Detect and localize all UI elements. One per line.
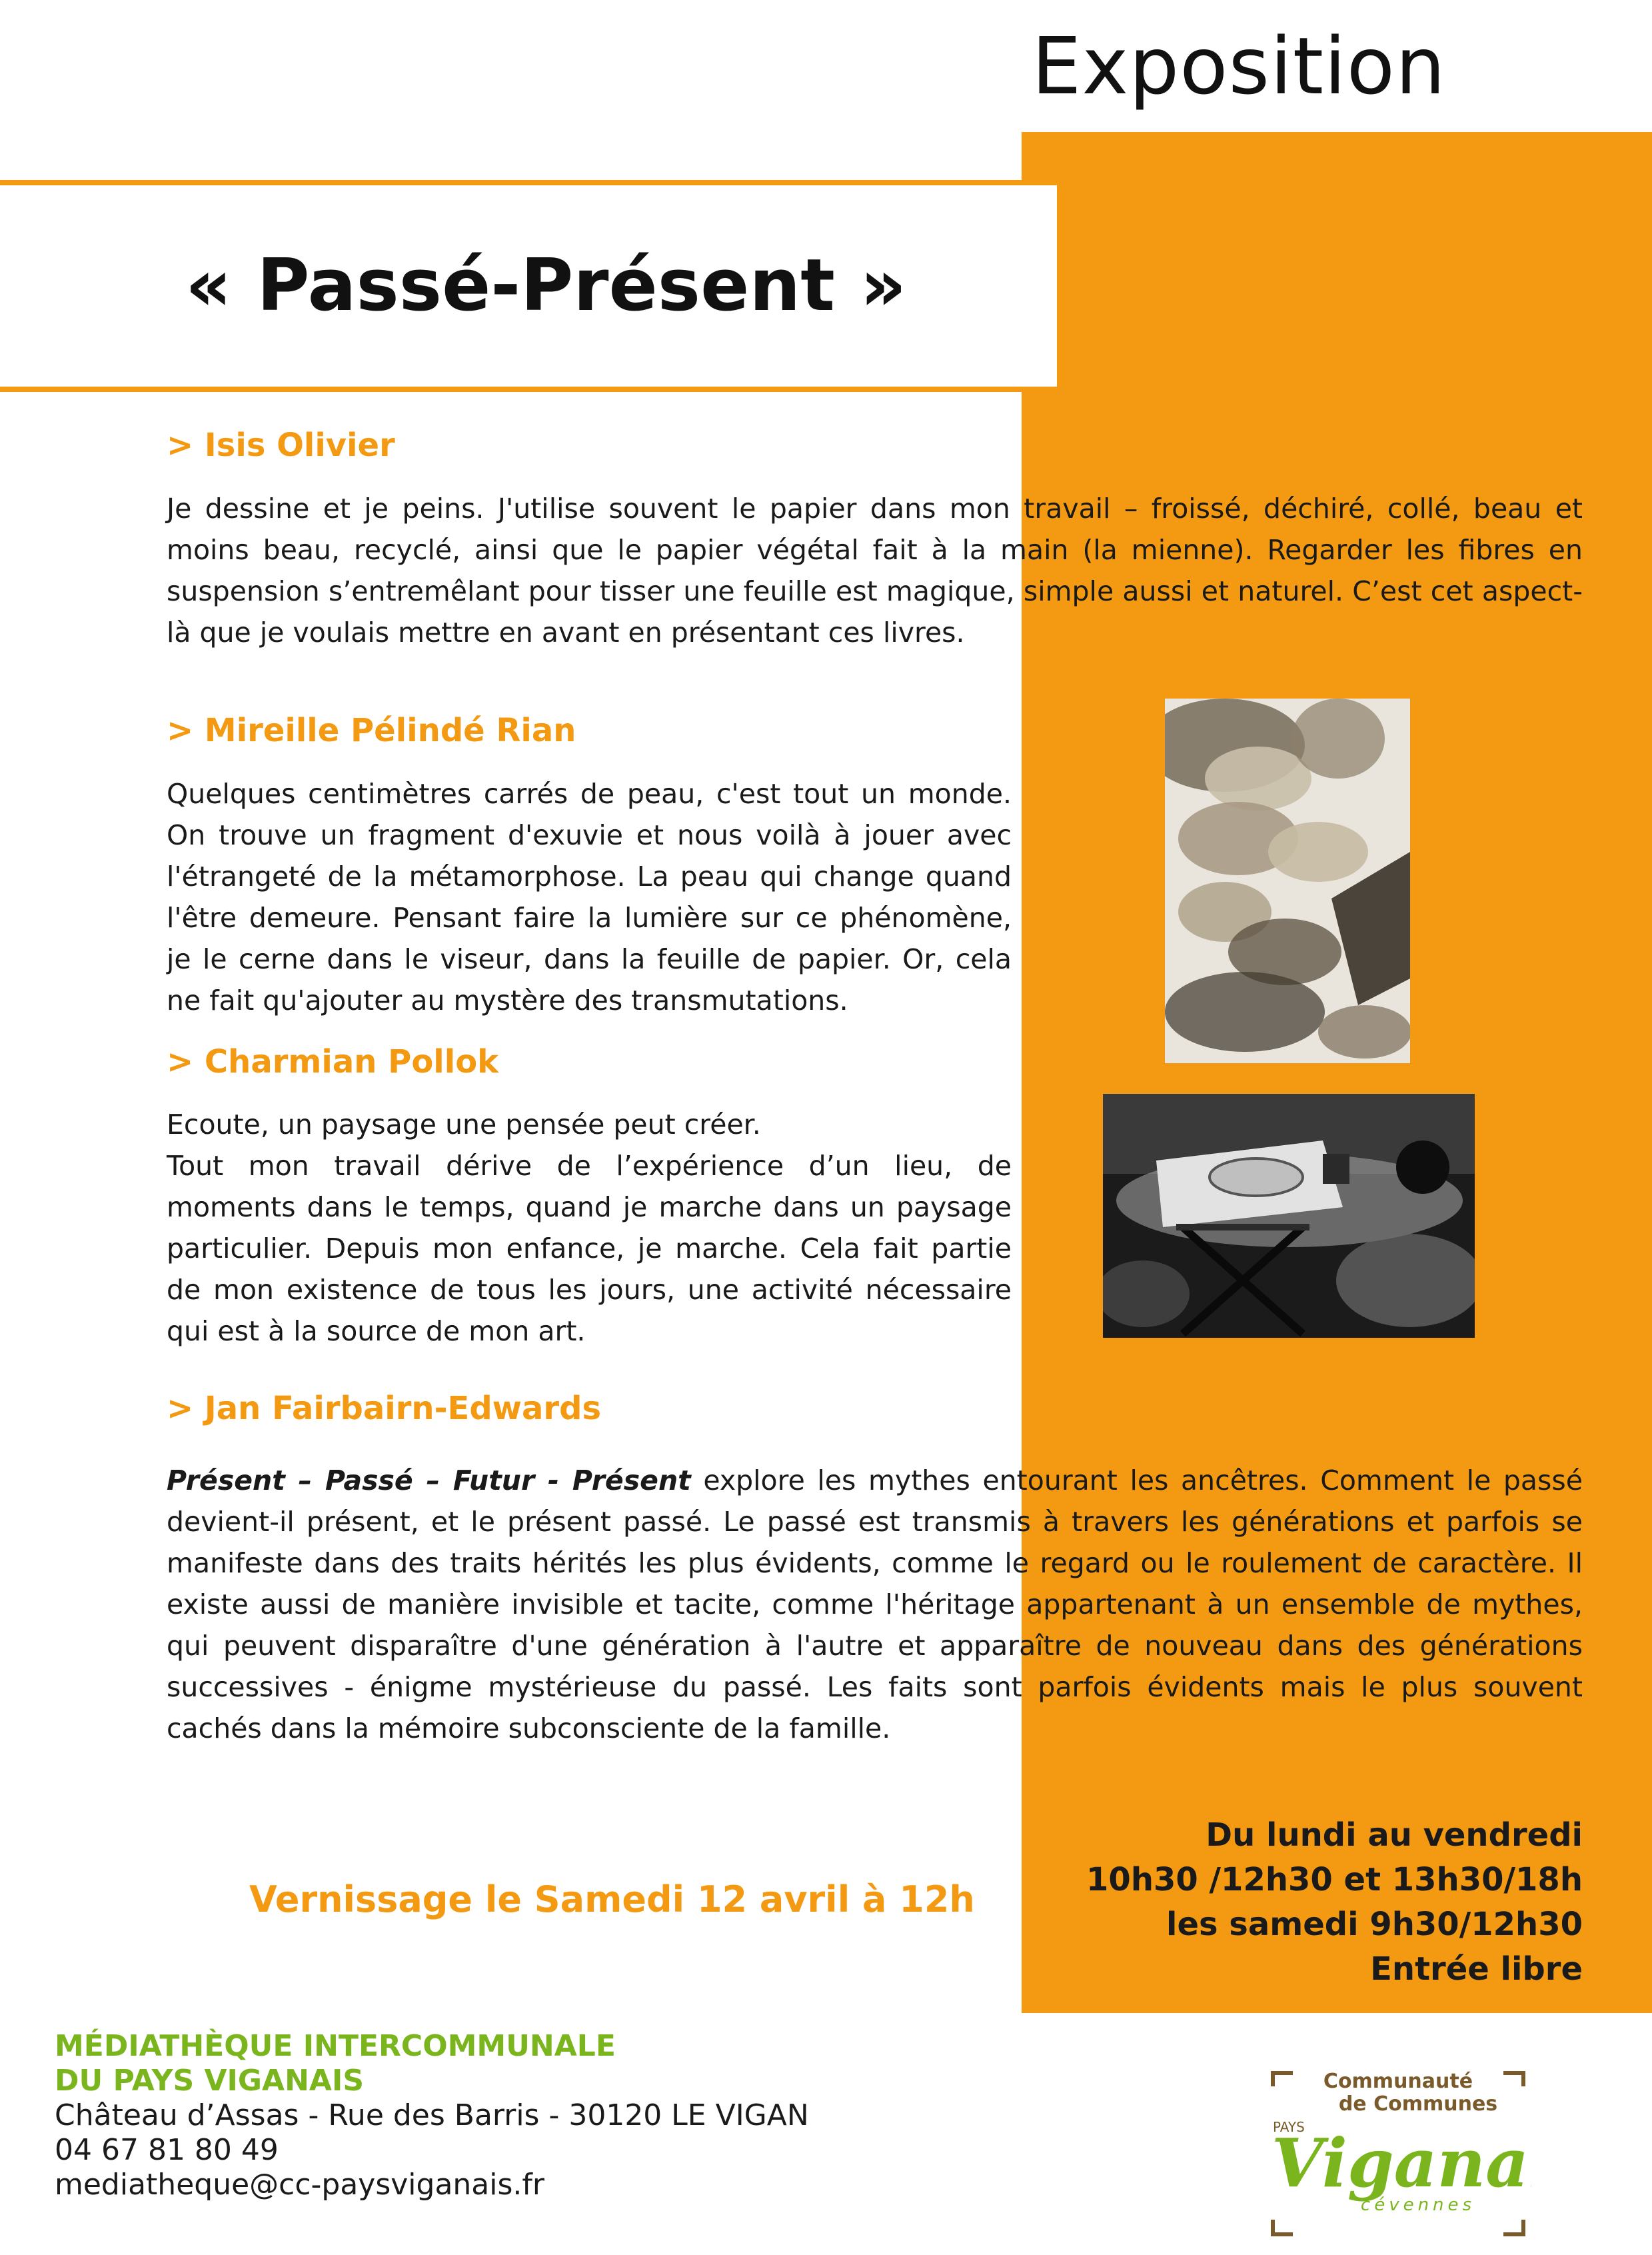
org-name-line2: DU PAYS VIGANAIS	[55, 2064, 365, 2098]
charmian-paragraph: Tout mon travail dérive de l’expérience d’un lieu, de moments dans le temps, quand je marche dans un paysage particulier. Depuis mon enfance, je marche. Cela fait partie de mon existence de tous les jours, une activité nécessaire qui est à la source de mon art.	[167, 1150, 1012, 1347]
opening-hours	[1086, 1813, 1583, 1992]
address: Château d’Assas - Rue des Barris - 30120 LE VIGAN	[55, 2098, 809, 2132]
jan-emphasis: Présent – Passé – Futur - Présent	[167, 1464, 691, 1496]
logo-pays: PAYS	[1273, 2119, 1305, 2135]
artist-text-charmian-pollok	[167, 1104, 1012, 1352]
vernissage-info: Vernissage le Samedi 12 avril à 12h	[249, 1878, 975, 1920]
hours-line-saturday: les samedi 9h30/12h30	[1166, 1906, 1583, 1943]
logo-name: Vigana	[1271, 2124, 1529, 2202]
hours-line-entry: Entrée libre	[1370, 1950, 1583, 1988]
artist-name-charmian-pollok: > Charmian Pollok	[167, 1043, 499, 1081]
landscape-table-photo-art	[1103, 1094, 1475, 1338]
exuvie-photo-art	[1165, 699, 1410, 1063]
org-name-line1: MÉDIATHÈQUE INTERCOMMUNALE	[55, 2029, 616, 2063]
title-box	[0, 180, 1062, 392]
exposition-label: Exposition	[1032, 20, 1446, 112]
logo-sub: cévennes	[1360, 2195, 1476, 2215]
charmian-first-line: Ecoute, un paysage une pensée peut créer.	[167, 1109, 761, 1140]
jan-paragraph: explore les mythes entourant les ancêtres. Comment le passé devient-il présent, et le présent passé. Le passé est transmis à travers les générations et parfois se manifeste dans des traits hérités les plus évidents, comme le regard ou le roulement de caractère. Il existe aussi de manière invisible et tacite, comme l'héritage appartenant à un ensemble de mythes, qui peuvent disparaître d'une génération à l'autre et apparaître de nouveau dans des générations successives - énigme mystérieuse du passé. Les faits sont parfois évidents mais le plus souvent cachés dans la mémoire subconsciente de la famille.	[167, 1464, 1583, 1744]
hours-line-weekdays: Du lundi au vendredi	[1206, 1816, 1583, 1854]
exuvie-photo	[1165, 699, 1410, 1063]
phone: 04 67 81 80 49	[55, 2133, 279, 2167]
artist-name-jan-fairbairn-edwards: > Jan Fairbairn-Edwards	[167, 1390, 602, 1427]
logo-line2: de Communes	[1338, 2092, 1498, 2116]
contact-block	[55, 2029, 809, 2202]
artist-text-jan-fairbairn-edwards	[167, 1460, 1583, 1749]
hours-line-times: 10h30 /12h30 et 13h30/18h	[1086, 1861, 1583, 1898]
communaute-logo-art	[1265, 2060, 1531, 2246]
communaute-logo	[1265, 2060, 1531, 2246]
artist-text-isis-olivier: Je dessine et je peins. J'utilise souvent le papier dans mon travail – froissé, déchiré, collé, beau et moins beau, recyclé, ainsi que le papier végétal fait à la main (la mienne). Regarder les fibres en suspension s’entremêlant pour tisser une feuille est magique, simple aussi et naturel. C’est cet aspect-là que je voulais mettre en avant en présentant ces livres.	[167, 493, 1583, 649]
artist-name-isis-olivier: > Isis Olivier	[167, 427, 395, 464]
email-link[interactable]: mediatheque@cc-paysviganais.fr	[55, 2168, 544, 2202]
logo-line1: Communauté	[1323, 2070, 1473, 2093]
artist-name-mireille-pelinde-rian: > Mireille Pélindé Rian	[167, 712, 576, 749]
landscape-table-photo	[1103, 1094, 1475, 1338]
artist-text-mireille-pelinde-rian: Quelques centimètres carrés de peau, c'est tout un monde. On trouve un fragment d'exuvie et nous voilà à jouer avec l'étrangeté de la métamorphose. La peau qui change quand l'être demeure. Pensant faire la lumière sur ce phénomène, je le cerne dans le viseur, dans la feuille de papier. Or, cela ne fait qu'ajouter au mystère des transmutations.	[167, 778, 1012, 1017]
exhibition-title: « Passé-Présent »	[185, 244, 907, 327]
